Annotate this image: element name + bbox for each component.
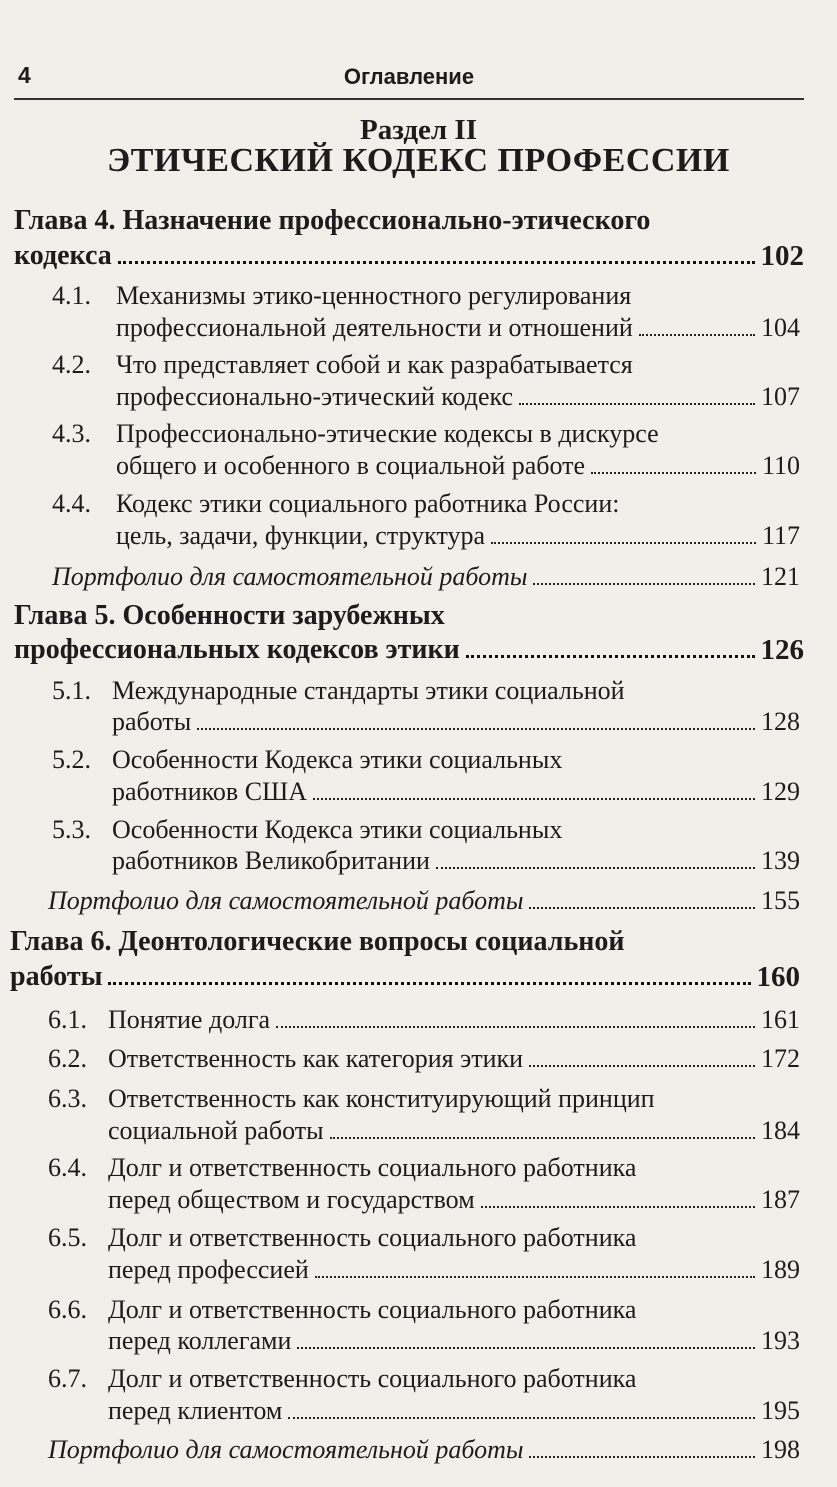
leader-dots: [436, 867, 755, 869]
toc-entry[interactable]: [112, 706, 800, 738]
leader-dots: [591, 472, 756, 474]
leader-dots: [491, 542, 756, 544]
toc-entry-title[interactable]: Долг и ответственность социального работника: [108, 1153, 637, 1182]
toc-entry-title-cont: профессионально-этический кодекс: [116, 382, 514, 411]
chapter-title[interactable]: Глава 4. Назначение профессионально-этического: [14, 205, 651, 236]
leader-dots: [639, 334, 755, 336]
portfolio-label: Портфолио для самостоятельной работы: [48, 1435, 524, 1464]
toc-entry-title-cont: работы: [112, 707, 192, 736]
toc-entry-title-cont: общего и особенного в социальной работе: [116, 451, 586, 480]
chapter-entry[interactable]: [10, 961, 800, 993]
item-number: 6.2.: [48, 1044, 87, 1073]
leader-dots: [197, 728, 755, 730]
toc-entry[interactable]: [112, 845, 800, 877]
running-head-title: Оглавление: [343, 64, 475, 89]
chapter-entry[interactable]: [14, 240, 804, 272]
page-ref: 187: [761, 1185, 800, 1214]
toc-entry[interactable]: [108, 1043, 800, 1075]
chapter-title-cont: работы: [10, 961, 103, 992]
leader-dots: [297, 1347, 755, 1349]
toc-entry[interactable]: [116, 450, 800, 482]
page-ref: 110: [761, 451, 800, 480]
toc-entry-title-cont: работников Великобритании: [112, 846, 430, 875]
item-number: 6.5.: [48, 1223, 87, 1252]
leader-dots: [519, 403, 755, 405]
page-ref: 128: [761, 707, 800, 736]
page-ref: 184: [761, 1116, 800, 1145]
toc-entry-title-cont: социальной работы: [108, 1116, 324, 1145]
toc-entry[interactable]: [116, 381, 800, 413]
portfolio-entry[interactable]: [52, 561, 800, 593]
toc-entry-title[interactable]: Профессионально-этические кодексы в дискурсе: [116, 419, 659, 448]
toc-entry[interactable]: [108, 1325, 800, 1357]
portfolio-entry[interactable]: [48, 1434, 800, 1466]
leader-dots: [529, 1065, 755, 1067]
running-head: [14, 58, 804, 100]
item-number: 4.4.: [52, 489, 91, 518]
item-number: 6.4.: [48, 1153, 87, 1182]
toc-entry-title-cont: перед коллегами: [108, 1326, 292, 1355]
leader-dots: [108, 982, 750, 985]
leader-dots: [529, 1456, 755, 1458]
page-ref: 155: [761, 886, 800, 915]
toc-entry-title[interactable]: Международные стандарты этики социальной: [112, 676, 625, 705]
chapter-title-cont: профессиональных кодексов этики: [14, 634, 460, 665]
leader-dots: [313, 798, 755, 800]
portfolio-label: Портфолио для самостоятельной работы: [48, 886, 524, 915]
page-ref: 129: [761, 777, 800, 806]
page-number: 4: [18, 62, 31, 88]
toc-entry-title[interactable]: Механизмы этико-ценностного регулирования: [116, 281, 632, 310]
item-number: 5.1.: [52, 676, 91, 705]
item-number: 4.2.: [52, 350, 91, 379]
chapter-entry[interactable]: [14, 634, 804, 666]
toc-entry-title[interactable]: Долг и ответственность социального работника: [108, 1223, 637, 1252]
toc-entry-title-cont: цель, задачи, функции, структура: [116, 521, 486, 550]
leader-dots: [529, 907, 755, 909]
page-ref: 160: [756, 961, 800, 993]
toc-entry-title[interactable]: Особенности Кодекса этики социальных: [112, 745, 563, 774]
toc-entry-title[interactable]: Особенности Кодекса этики социальных: [112, 815, 563, 844]
item-number: 6.3.: [48, 1084, 87, 1113]
portfolio-entry[interactable]: [48, 885, 800, 917]
page-ref: 193: [761, 1326, 800, 1355]
section-label: Раздел II: [360, 114, 477, 146]
toc-entry-title-cont: профессиональной деятельности и отношений: [116, 313, 633, 342]
chapter-title[interactable]: Глава 5. Особенности зарубежных: [14, 600, 445, 631]
leader-dots: [118, 261, 755, 264]
item-number: 5.2.: [52, 745, 91, 774]
toc-entry-title[interactable]: Что представляет собой и как разрабатывается: [116, 350, 633, 379]
item-number: 6.1.: [48, 1005, 87, 1034]
leader-dots: [288, 1417, 755, 1419]
toc-entry-title-cont: перед профессией: [108, 1255, 309, 1284]
page-ref: 102: [760, 240, 804, 272]
page-ref: 139: [761, 846, 800, 875]
page-ref: 161: [761, 1005, 800, 1034]
toc-entry[interactable]: [108, 1184, 800, 1216]
leader-dots: [330, 1137, 755, 1139]
page-ref: 172: [761, 1044, 800, 1073]
leader-dots: [481, 1206, 755, 1208]
toc-entry-title-cont: перед обществом и государством: [108, 1185, 475, 1214]
toc-entry[interactable]: [116, 312, 800, 344]
toc-entry-title-cont: перед клиентом: [108, 1396, 283, 1425]
toc-entry[interactable]: [108, 1004, 800, 1036]
page-ref: 195: [761, 1396, 800, 1425]
toc-entry-title[interactable]: Кодекс этики социального работника России:: [116, 489, 620, 518]
toc-entry-title[interactable]: Долг и ответственность социального работника: [108, 1364, 637, 1393]
leader-dots: [315, 1276, 755, 1278]
toc-entry[interactable]: [108, 1254, 800, 1286]
page-ref: 121: [761, 562, 800, 591]
page-ref: 189: [761, 1255, 800, 1284]
page-ref: 198: [761, 1435, 800, 1464]
section-title: ЭТИЧЕСКИЙ КОДЕКС ПРОФЕССИИ: [107, 142, 730, 179]
portfolio-label: Портфолио для самостоятельной работы: [52, 562, 528, 591]
toc-entry[interactable]: [108, 1395, 800, 1427]
toc-entry[interactable]: [112, 776, 800, 808]
toc-entry-title: Понятие долга: [108, 1005, 271, 1034]
page-ref: 126: [760, 634, 804, 666]
page-ref: 104: [761, 313, 800, 342]
item-number: 4.3.: [52, 419, 91, 448]
toc-entry-title-cont: работников США: [112, 777, 308, 806]
item-number: 6.6.: [48, 1295, 87, 1324]
toc-entry-title[interactable]: Ответственность как конституирующий принцип: [108, 1084, 655, 1113]
leader-dots: [533, 583, 755, 585]
chapter-title[interactable]: Глава 6. Деонтологические вопросы социальной: [10, 926, 625, 957]
toc-entry-title[interactable]: Долг и ответственность социального работника: [108, 1295, 637, 1324]
toc-entry-title: Ответственность как категория этики: [108, 1044, 524, 1073]
leader-dots: [466, 655, 755, 658]
item-number: 6.7.: [48, 1364, 87, 1393]
item-number: 4.1.: [52, 281, 91, 310]
page-ref: 117: [761, 521, 800, 550]
item-number: 5.3.: [52, 815, 91, 844]
toc-entry[interactable]: [108, 1115, 800, 1147]
chapter-title-cont: кодекса: [14, 240, 112, 271]
page-ref: 107: [761, 382, 800, 411]
toc-entry[interactable]: [116, 520, 800, 552]
leader-dots: [276, 1026, 755, 1028]
